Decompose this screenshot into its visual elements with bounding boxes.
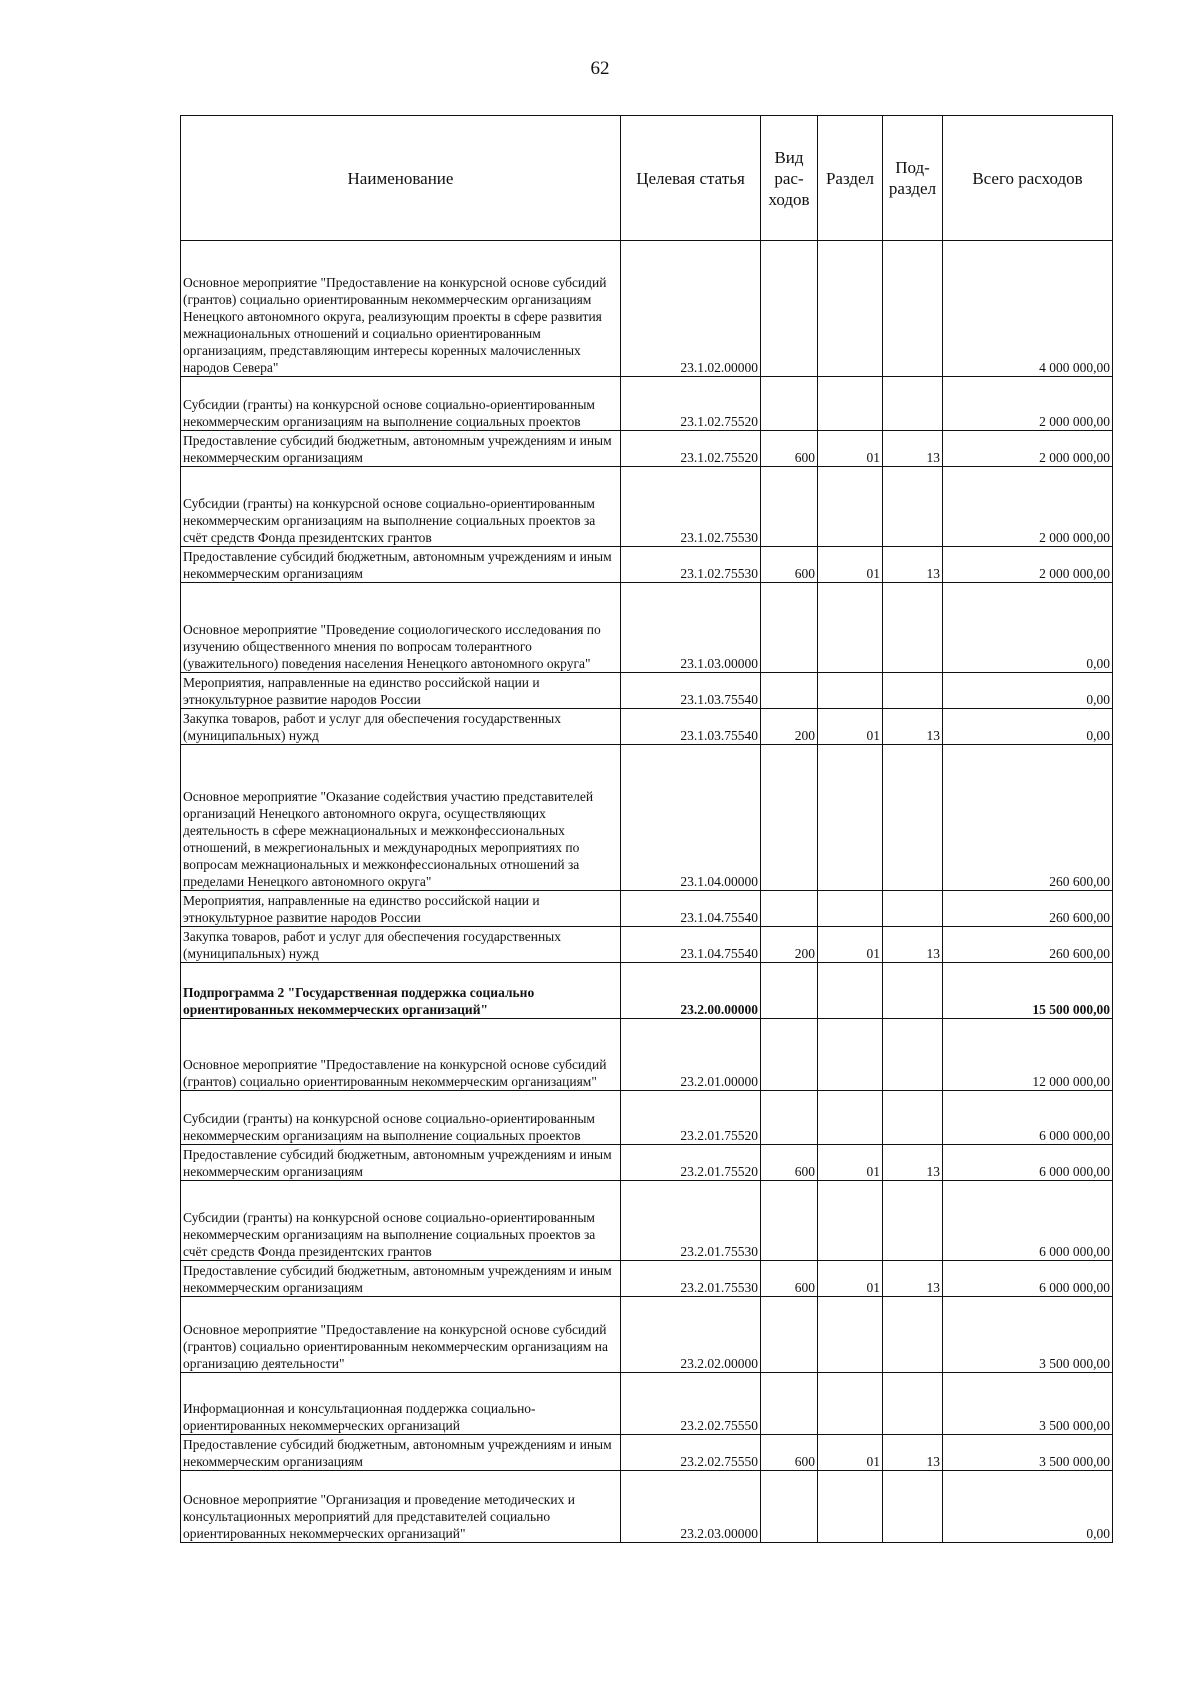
row-name: Информационная и консультационная поддержка социально-ориентированных некоммерческих организаций (181, 1373, 621, 1435)
budget-table (180, 115, 1113, 1543)
row-subsection: 13 (883, 709, 943, 745)
row-name: Предоставление субсидий бюджетным, автономным учреждениям и иным некоммерческим организациям (181, 431, 621, 467)
row-target: 23.2.02.00000 (621, 1297, 761, 1373)
table-row (181, 1261, 1113, 1297)
row-target: 23.1.02.00000 (621, 241, 761, 377)
row-name: Предоставление субсидий бюджетным, автономным учреждениям и иным некоммерческим организациям (181, 1435, 621, 1471)
row-target: 23.1.04.75540 (621, 927, 761, 963)
row-target: 23.2.01.75520 (621, 1091, 761, 1145)
row-name: Основное мероприятие "Предоставление на конкурсной основе субсидий (грантов) социально ориентированным некоммерческим организациям на организацию деятельности" (181, 1297, 621, 1373)
table-row (181, 1181, 1113, 1261)
header-name: Наименование (181, 116, 621, 241)
row-section (818, 1373, 883, 1435)
row-name: Закупка товаров, работ и услуг для обеспечения государственных (муниципальных) нужд (181, 927, 621, 963)
row-target: 23.2.00.00000 (621, 963, 761, 1019)
row-total: 2 000 000,00 (943, 547, 1113, 583)
row-total: 3 500 000,00 (943, 1435, 1113, 1471)
table-row (181, 927, 1113, 963)
row-type: 200 (761, 709, 818, 745)
header-type (761, 116, 818, 241)
row-subsection (883, 963, 943, 1019)
header-subsection-line2: раздел (888, 179, 937, 198)
row-target: 23.1.02.75520 (621, 377, 761, 431)
row-section (818, 1297, 883, 1373)
row-subsection (883, 467, 943, 547)
row-type (761, 1373, 818, 1435)
row-section: 01 (818, 1435, 883, 1471)
row-subsection (883, 1471, 943, 1543)
row-total: 0,00 (943, 709, 1113, 745)
row-subsection (883, 1019, 943, 1091)
header-target: Целевая статья (621, 116, 761, 241)
table-row (181, 1019, 1113, 1091)
row-total: 15 500 000,00 (943, 963, 1113, 1019)
row-target: 23.2.02.75550 (621, 1435, 761, 1471)
table-row (181, 377, 1113, 431)
row-subsection: 13 (883, 547, 943, 583)
row-total: 2 000 000,00 (943, 467, 1113, 547)
row-type (761, 1091, 818, 1145)
row-target: 23.2.01.75530 (621, 1181, 761, 1261)
row-total: 0,00 (943, 583, 1113, 673)
row-section (818, 1471, 883, 1543)
row-section (818, 673, 883, 709)
table-row (181, 1091, 1113, 1145)
row-type (761, 673, 818, 709)
table-row (181, 547, 1113, 583)
row-target: 23.1.03.00000 (621, 583, 761, 673)
table-row (181, 467, 1113, 547)
row-total: 260 600,00 (943, 927, 1113, 963)
row-section (818, 377, 883, 431)
row-subsection: 13 (883, 1145, 943, 1181)
row-subsection (883, 583, 943, 673)
row-subsection (883, 241, 943, 377)
table-body (181, 241, 1113, 1543)
row-type (761, 745, 818, 891)
row-section: 01 (818, 709, 883, 745)
row-section (818, 963, 883, 1019)
row-name: Основное мероприятие "Проведение социологического исследования по изучению общественного мнения по вопросам толерантного (уважительного) поведения населения Ненецкого автономного округа" (181, 583, 621, 673)
row-target: 23.1.03.75540 (621, 709, 761, 745)
row-name: Предоставление субсидий бюджетным, автономным учреждениям и иным некоммерческим организациям (181, 1145, 621, 1181)
row-total: 260 600,00 (943, 891, 1113, 927)
row-type (761, 241, 818, 377)
row-total: 3 500 000,00 (943, 1297, 1113, 1373)
row-target: 23.1.03.75540 (621, 673, 761, 709)
row-section: 01 (818, 431, 883, 467)
row-type (761, 963, 818, 1019)
row-name: Субсидии (гранты) на конкурсной основе социально-ориентированным некоммерческим организациям на выполнение социальных проектов (181, 377, 621, 431)
table-row (181, 1471, 1113, 1543)
row-type (761, 891, 818, 927)
header-section: Раздел (818, 116, 883, 241)
row-subsection (883, 745, 943, 891)
row-section: 01 (818, 1145, 883, 1181)
row-total: 3 500 000,00 (943, 1373, 1113, 1435)
row-target: 23.1.02.75520 (621, 431, 761, 467)
row-total: 0,00 (943, 1471, 1113, 1543)
header-total: Всего расходов (943, 116, 1113, 241)
row-total: 6 000 000,00 (943, 1261, 1113, 1297)
row-total: 2 000 000,00 (943, 377, 1113, 431)
row-total: 6 000 000,00 (943, 1145, 1113, 1181)
row-target: 23.2.01.75520 (621, 1145, 761, 1181)
table-row (181, 1435, 1113, 1471)
row-target: 23.1.04.00000 (621, 745, 761, 891)
row-name: Предоставление субсидий бюджетным, автономным учреждениям и иным некоммерческим организациям (181, 1261, 621, 1297)
table-row (181, 431, 1113, 467)
row-target: 23.1.02.75530 (621, 547, 761, 583)
row-type (761, 467, 818, 547)
row-type: 600 (761, 431, 818, 467)
row-total: 6 000 000,00 (943, 1091, 1113, 1145)
row-name: Основное мероприятие "Предоставление на конкурсной основе субсидий (грантов) социально ориентированным некоммерческим организациям" (181, 1019, 621, 1091)
row-section (818, 1019, 883, 1091)
row-name: Закупка товаров, работ и услуг для обеспечения государственных (муниципальных) нужд (181, 709, 621, 745)
table-row (181, 891, 1113, 927)
header-subsection (883, 116, 943, 241)
row-target: 23.2.01.75530 (621, 1261, 761, 1297)
row-type: 600 (761, 1261, 818, 1297)
row-subsection: 13 (883, 431, 943, 467)
row-section: 01 (818, 927, 883, 963)
row-target: 23.1.02.75530 (621, 467, 761, 547)
table-row (181, 1145, 1113, 1181)
row-name: Предоставление субсидий бюджетным, автономным учреждениям и иным некоммерческим организациям (181, 547, 621, 583)
row-type (761, 377, 818, 431)
row-total: 260 600,00 (943, 745, 1113, 891)
row-name: Мероприятия, направленные на единство российской нации и этнокультурное развитие народов России (181, 891, 621, 927)
table-row (181, 583, 1113, 673)
row-total: 0,00 (943, 673, 1113, 709)
table-header-row (181, 116, 1113, 241)
table-row (181, 963, 1113, 1019)
row-subsection (883, 1373, 943, 1435)
row-target: 23.1.04.75540 (621, 891, 761, 927)
row-name: Субсидии (гранты) на конкурсной основе социально-ориентированным некоммерческим организациям на выполнение социальных проектов (181, 1091, 621, 1145)
row-type (761, 1181, 818, 1261)
row-section (818, 583, 883, 673)
row-target: 23.2.02.75550 (621, 1373, 761, 1435)
row-type (761, 583, 818, 673)
row-name: Основное мероприятие "Организация и проведение методических и консультационных мероприятий для представителей социально ориентированных некоммерческих организаций" (181, 1471, 621, 1543)
row-subsection (883, 1181, 943, 1261)
row-section (818, 745, 883, 891)
row-type: 600 (761, 1435, 818, 1471)
row-name: Основное мероприятие "Оказание содействия участию представителей организаций Ненецкого автономного округа, осуществляющих деятельность в сфере межнациональных и межконфессиональных отношений, в межрегиональных и международных мероприятиях по вопросам межнациональных и межконфессиональных отношений за пределами Ненецкого автономного округа" (181, 745, 621, 891)
table-row (181, 673, 1113, 709)
row-section (818, 891, 883, 927)
row-subsection (883, 377, 943, 431)
row-subsection (883, 1091, 943, 1145)
row-subsection (883, 891, 943, 927)
table-row (181, 241, 1113, 377)
row-type (761, 1019, 818, 1091)
row-name: Субсидии (гранты) на конкурсной основе социально-ориентированным некоммерческим организациям на выполнение социальных проектов за счёт средств Фонда президентских грантов (181, 1181, 621, 1261)
row-target: 23.2.01.00000 (621, 1019, 761, 1091)
row-name: Подпрограмма 2 "Государственная поддержка социально ориентированных некоммерческих организаций" (181, 963, 621, 1019)
row-subsection: 13 (883, 1435, 943, 1471)
header-type-line2: рас- (774, 168, 804, 188)
row-total: 12 000 000,00 (943, 1019, 1113, 1091)
table-row (181, 745, 1113, 891)
row-section (818, 1181, 883, 1261)
row-section (818, 241, 883, 377)
row-section (818, 1091, 883, 1145)
header-subsection-line1: Под- (895, 158, 930, 177)
row-name: Основное мероприятие "Предоставление на конкурсной основе субсидий (грантов) социально ориентированным некоммерческим организациям Ненецкого автономного округа, реализующим проекты в сфере развития межнациональных отношений и социально ориентированным организациям, представляющим интересы коренных малочисленных народов Севера" (181, 241, 621, 377)
row-name: Субсидии (гранты) на конкурсной основе социально-ориентированным некоммерческим организациям на выполнение социальных проектов за счёт средств Фонда президентских грантов (181, 467, 621, 547)
row-type: 600 (761, 547, 818, 583)
table-row (181, 709, 1113, 745)
page-number: 62 (590, 58, 610, 79)
row-section: 01 (818, 547, 883, 583)
row-type (761, 1471, 818, 1543)
row-subsection (883, 1297, 943, 1373)
table-row (181, 1373, 1113, 1435)
row-type: 600 (761, 1145, 818, 1181)
header-type-line1: Вид (774, 147, 804, 167)
row-name: Мероприятия, направленные на единство российской нации и этнокультурное развитие народов России (181, 673, 621, 709)
row-subsection: 13 (883, 1261, 943, 1297)
row-subsection (883, 673, 943, 709)
table-row (181, 1297, 1113, 1373)
row-section: 01 (818, 1261, 883, 1297)
row-section (818, 467, 883, 547)
row-type (761, 1297, 818, 1373)
row-type: 200 (761, 927, 818, 963)
row-total: 2 000 000,00 (943, 431, 1113, 467)
row-subsection: 13 (883, 927, 943, 963)
row-target: 23.2.03.00000 (621, 1471, 761, 1543)
row-total: 4 000 000,00 (943, 241, 1113, 377)
row-total: 6 000 000,00 (943, 1181, 1113, 1261)
header-type-line3: ходов (768, 189, 810, 209)
